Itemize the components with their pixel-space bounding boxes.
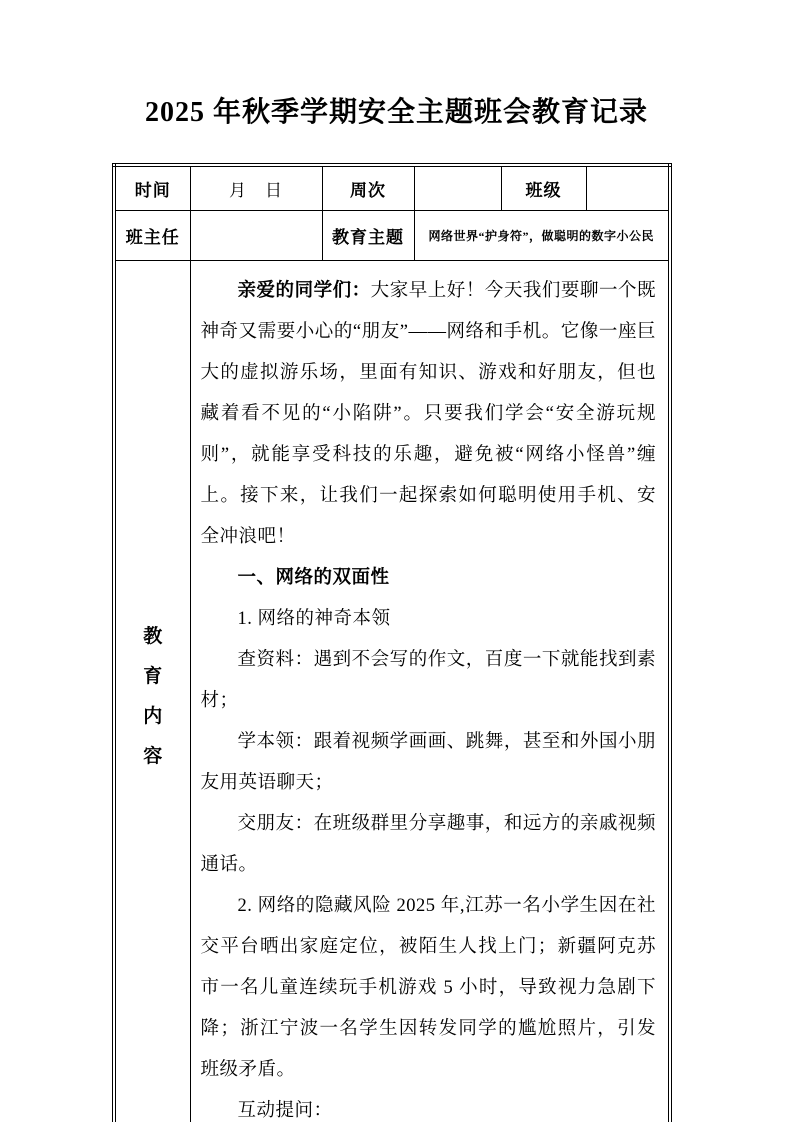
teacher-value [190,211,322,261]
class-label: 班级 [501,165,586,211]
table-row [114,261,670,1122]
time-label: 时间 [114,165,190,211]
paragraph-lookup-info: 查资料：遇到不会写的作文，百度一下就能找到素材； [200,650,656,711]
paragraph-hidden-risks: 2. 网络的隐藏风险 2025 年,江苏一名小学生因在社交平台晒出家庭定位，被陌生人找上门；新疆阿克苏市一名儿童连续玩手机游戏 5 小时，导致视力急剧下降；浙江宁波一名学生因转发同学的尴尬照片，引发班级矛盾。 [200,896,656,1080]
table-row [114,165,670,211]
week-label: 周次 [322,165,414,211]
paragraph-make-friends: 交朋友：在班级群里分享趣事，和远方的亲戚视频通话。 [200,814,656,875]
content-cell [190,261,670,1122]
class-value [586,165,670,211]
paragraph-greeting [201,271,657,558]
content-label-vertical-text: 教 育 内 容 [143,625,163,767]
teacher-label: 班主任 [114,211,190,261]
time-value: 月 日 [190,165,322,211]
section-heading-dual-nature: 一、网络的双面性 [237,568,390,588]
paragraph-learn-skills: 学本领：跟着视频学画画、跳舞，甚至和外国小朋友用英语聊天； [200,732,656,793]
theme-label: 教育主题 [322,211,414,261]
table-row [114,211,670,261]
greeting-lead: 亲爱的同学们： [237,281,371,301]
paragraph-magic-skills-title: 1. 网络的神奇本领 [237,609,391,629]
week-value [414,165,501,211]
greeting-text: 大家早上好！今天我们要聊一个既神奇又需要小心的“朋友”——网络和手机。它像一座巨大的虚拟游乐场，里面有知识、游戏和好朋友，但也藏着看不见的“小陷阱”。只要我们学会“安全游玩规则”，就能享受科技的乐趣，避免被“网络小怪兽”缠上。接下来，让我们一起探索如何聪明使用手机、安全冲浪吧！ [200,281,656,547]
record-table [112,163,672,1122]
page-title: 2025 年秋季学期安全主题班会教育记录 [144,97,648,128]
paragraph-interactive-question: 互动提问： [237,1101,333,1121]
content-label [114,261,190,1122]
theme-value: 网络世界“护身符”，做聪明的数字小公民 [414,211,670,261]
